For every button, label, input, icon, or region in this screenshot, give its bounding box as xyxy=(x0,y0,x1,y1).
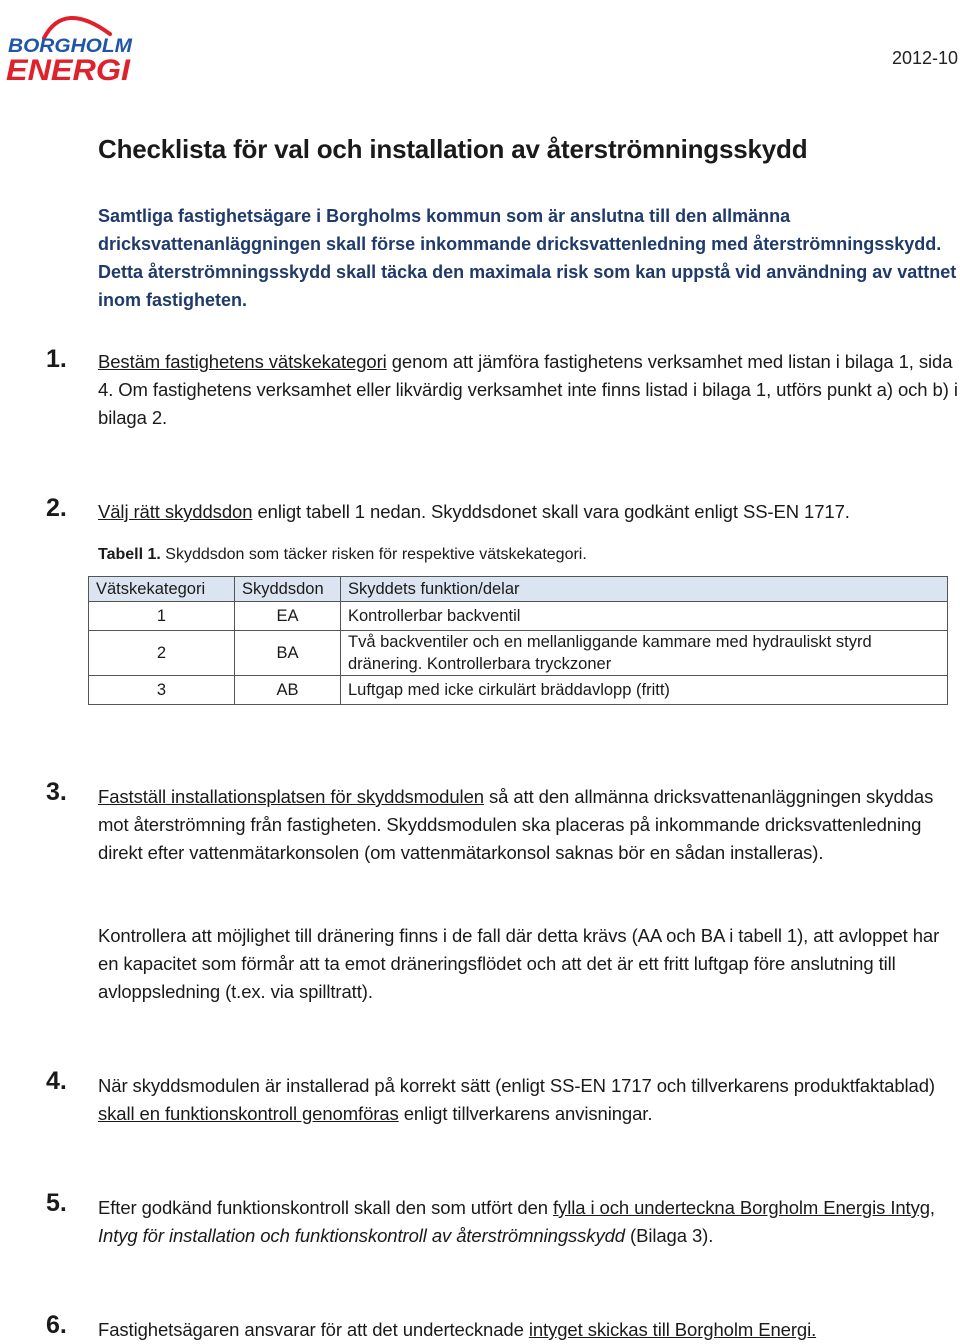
table-row xyxy=(89,602,948,631)
protection-table xyxy=(88,576,948,705)
step-1-text xyxy=(98,348,958,432)
cell-category: 3 xyxy=(89,676,235,705)
step-5-number: 5. xyxy=(46,1189,67,1217)
cell-function: Två backventiler och en mellanliggande kammare med hydrauliskt styrd dränering. Kontrollerbara tryckzoner xyxy=(341,631,948,676)
step-6-link: intyget skickas till Borgholm Energi. xyxy=(528,1319,817,1340)
cell-function: Kontrollerbar backventil xyxy=(341,602,948,631)
step-4-pre: När skyddsmodulen är installerad på korrekt sätt (enligt SS-EN 1717 och tillverkarens produktfaktablad) xyxy=(98,1075,935,1096)
table-caption xyxy=(98,546,587,564)
step-2-text xyxy=(98,498,958,526)
cell-function: Luftgap med icke cirkulärt bräddavlopp (fritt) xyxy=(341,676,948,705)
step-5-text xyxy=(98,1194,958,1250)
table-row xyxy=(89,676,948,705)
step-2-link: Välj rätt skyddsdon xyxy=(98,501,253,522)
cell-device: EA xyxy=(235,602,341,631)
step-4-number: 4. xyxy=(46,1067,67,1095)
step-4-post: enligt tillverkarens anvisningar. xyxy=(398,1103,653,1124)
step-4-text xyxy=(98,1072,958,1128)
step-2-body: enligt tabell 1 nedan. Skyddsdonet skall vara godkänt enligt SS-EN 1717. xyxy=(252,501,850,522)
step-3-link: Fastställ installationsplatsen för skyddsmodulen xyxy=(98,786,484,807)
step-6-pre: Fastighetsägaren ansvarar för att det undertecknade xyxy=(98,1319,529,1340)
step-5-pre: Efter godkänd funktionskontroll skall den som utfört den xyxy=(98,1197,554,1218)
step-1-number: 1. xyxy=(46,345,67,373)
step-1-body: genom att jämföra fastighetens verksamhet med listan i bilaga 1, sida 4. Om fastighetens verksamhet eller likvärdig verksamhet inte finns listad i bilaga 1, utförs punkt a) och b) i bilaga 2. xyxy=(98,351,958,428)
cell-device: BA xyxy=(235,631,341,676)
table-caption-label: Tabell 1. xyxy=(98,546,161,563)
cell-category: 2 xyxy=(89,631,235,676)
intro-paragraph: Samtliga fastighetsägare i Borgholms kommun som är anslutna till den allmänna dricksvattenanläggningen skall förse inkommande dricksvattenledning med återströmningsskydd. Detta återströmningsskydd skall täcka den maximala risk som kan uppstå vid användning av vattnet inom fastigheten. xyxy=(98,206,957,310)
step-6-text xyxy=(98,1316,958,1344)
step-5-italic: Intyg för installation och funktionskontroll av återströmningsskydd xyxy=(98,1225,625,1246)
step-4-link: skall en funktionskontroll genomföras xyxy=(98,1103,399,1124)
step-3-drainage-text: Kontrollera att möjlighet till dränering finns i de fall där detta krävs (AA och BA i tabell 1), att avloppet har en kapacitet som förmår att ta emot dräneringsflödet och att det är ett fritt luftgap före anslutning till avloppsledning (t.ex. via spilltratt). xyxy=(98,925,940,1002)
step-3-body: så att den allmänna dricksvattenanläggningen skyddas mot återströmning från fastigheten. Skyddsmodulen ska placeras på inkommande dricksvattenledning direkt efter vattenmätarkonsolen (om vattenmätarkonsol saknas bör en sådan installeras). xyxy=(98,786,934,863)
table-row xyxy=(89,631,948,676)
step-6-number: 6. xyxy=(46,1311,67,1339)
cell-category: 1 xyxy=(89,602,235,631)
table-caption-text: Skyddsdon som täcker risken för respektive vätskekategori. xyxy=(160,546,587,563)
step-5-link: fylla i och underteckna Borgholm Energis Intyg, xyxy=(553,1197,935,1218)
table-header-row xyxy=(89,577,948,602)
step-2-number: 2. xyxy=(46,494,67,522)
svg-text:ENERGI: ENERGI xyxy=(6,54,131,84)
document-date: 2012-10 xyxy=(891,48,958,68)
svg-text:BORGHOLM: BORGHOLM xyxy=(8,36,134,57)
step-1-link: Bestäm fastighetens vätskekategori xyxy=(98,351,387,372)
header-function: Skyddets funktion/delar xyxy=(341,577,948,602)
step-5-post: (Bilaga 3). xyxy=(624,1225,714,1246)
step-3-text xyxy=(98,783,958,867)
cell-device: AB xyxy=(235,676,341,705)
header-device: Skyddsdon xyxy=(235,577,341,602)
header-category: Vätskekategori xyxy=(89,577,235,602)
borgholm-energi-logo xyxy=(4,4,134,84)
page-title: Checklista för val och installation av återströmningsskydd xyxy=(98,134,808,164)
step-3-number: 3. xyxy=(46,778,67,806)
